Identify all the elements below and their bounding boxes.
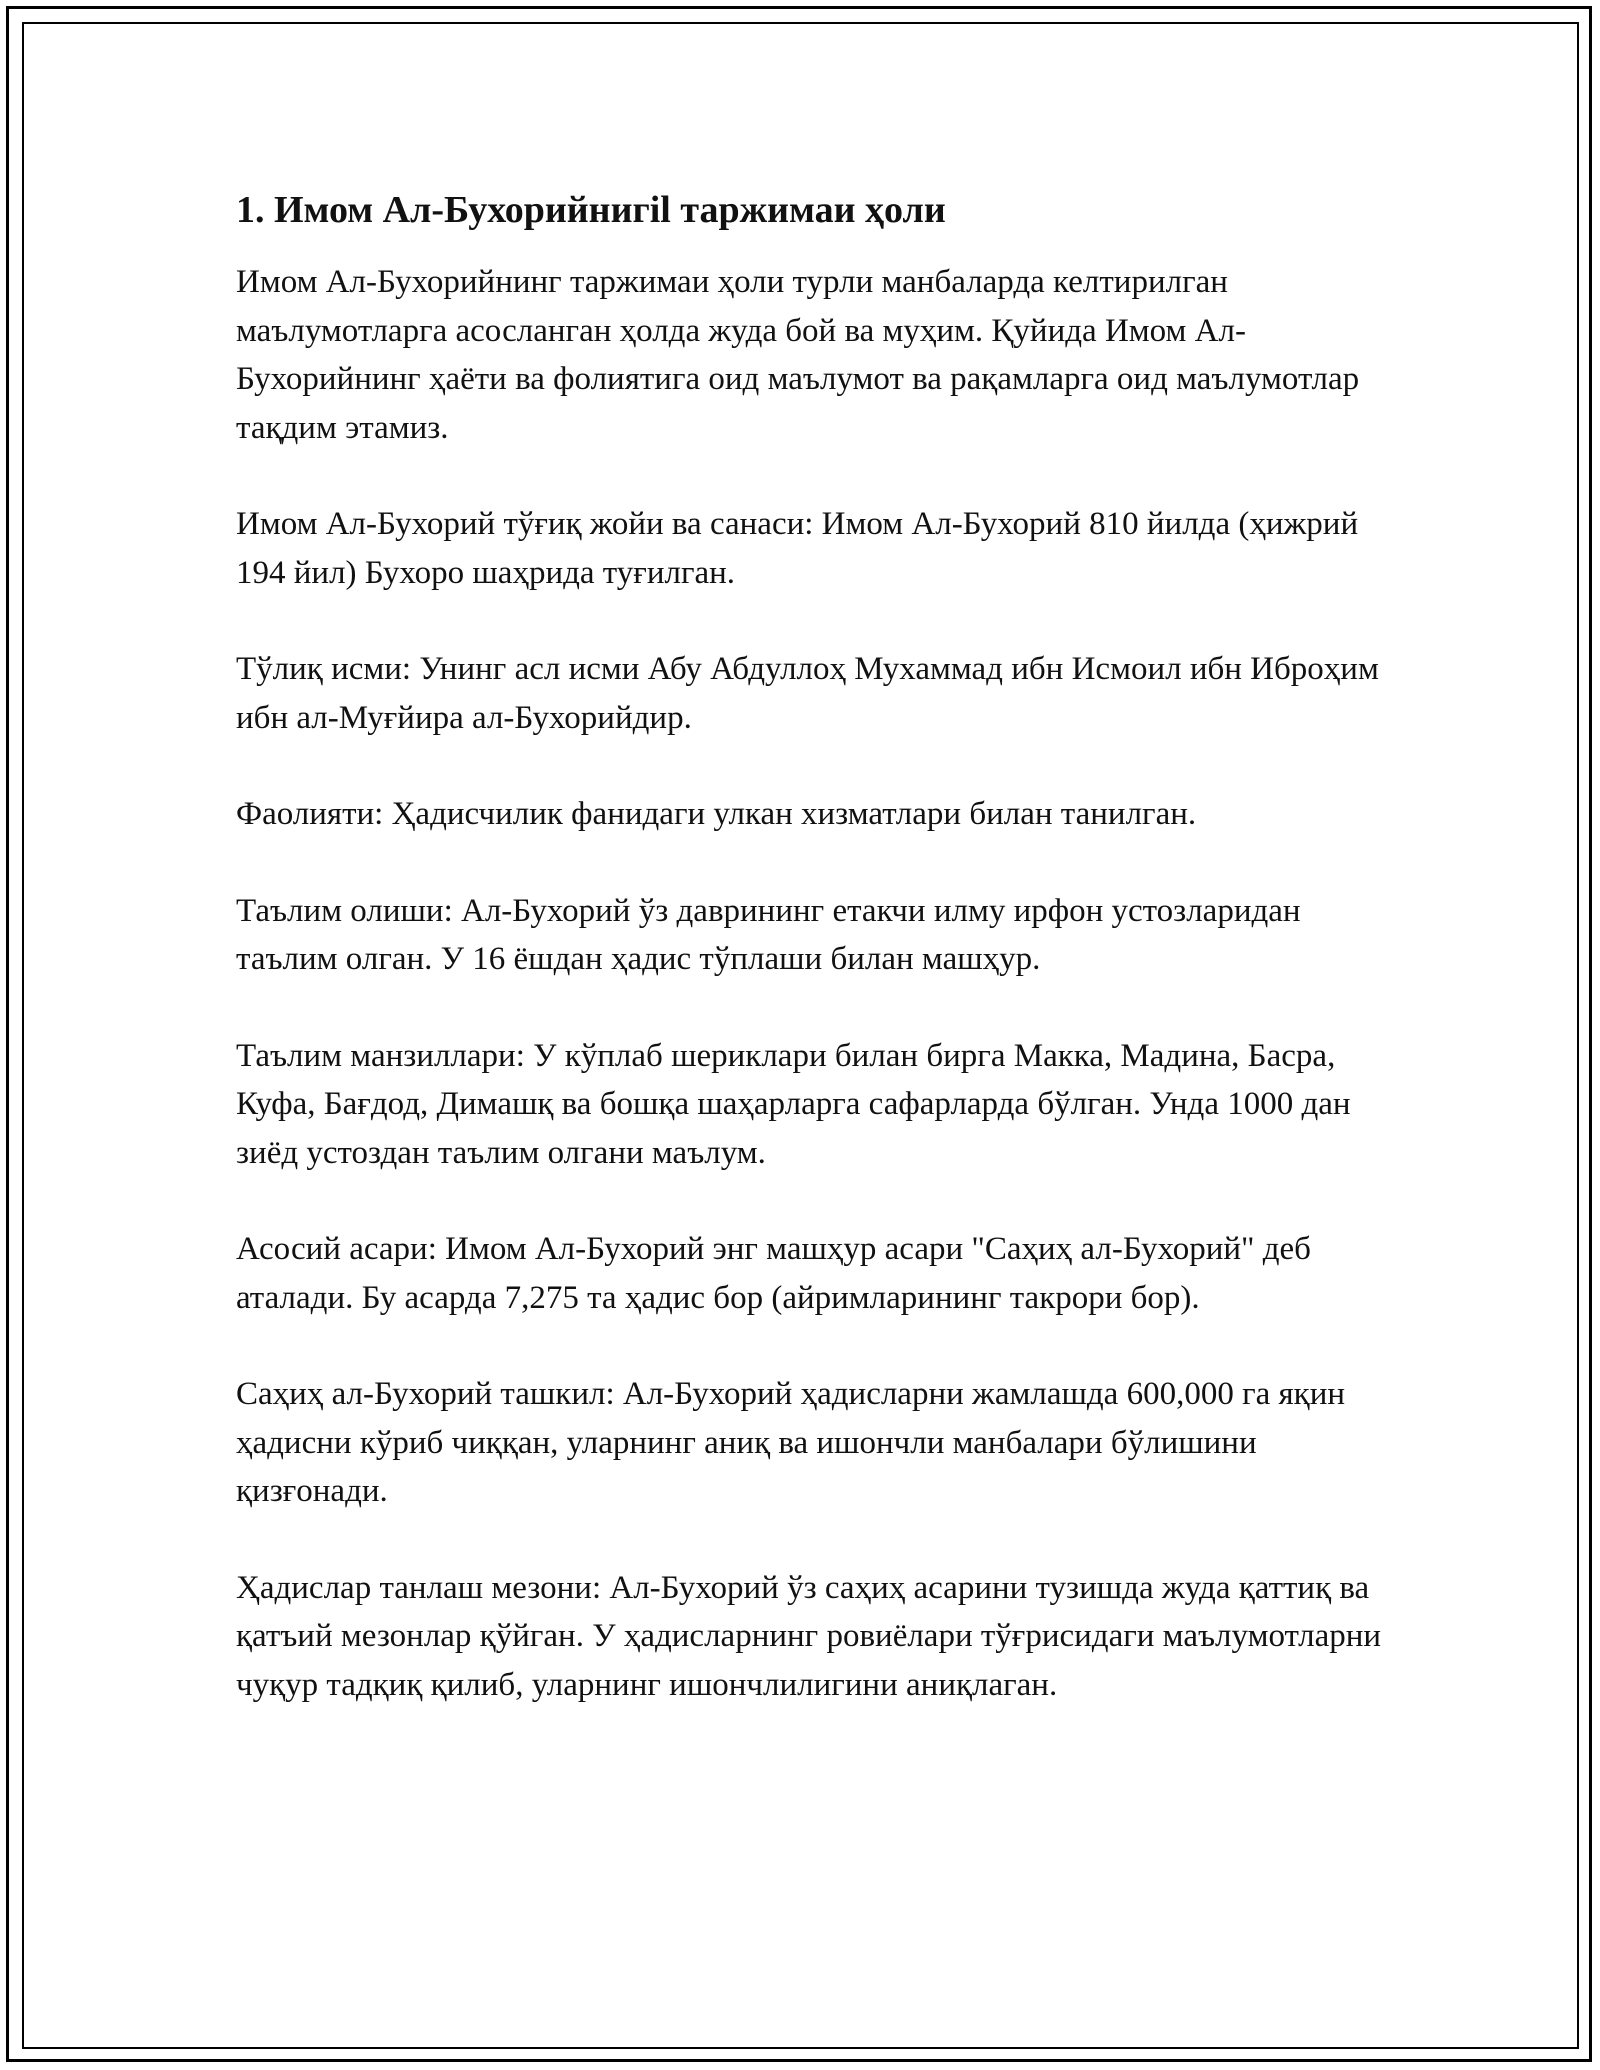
- paragraph-compilation: Саҳиҳ ал-Бухорий ташкил: Ал-Бухорий ҳадисларни жамлашда 600,000 га яқин ҳадисни кўриб чиққан, уларнинг аниқ ва ишончли манбалари бўлишини қизғонади.: [236, 1376, 1346, 1509]
- paragraph-main-work: Асосий асари: Имом Ал-Бухорий энг машҳур асари "Саҳиҳ ал-Бухорий" деб аталади. Бу асарда 7,275 та ҳадис бор (айримларининг такрори бор).: [236, 1231, 1311, 1316]
- paragraph-criteria: Ҳадислар танлаш мезони: Ал-Бухорий ўз саҳиҳ асарини тузишда жуда қаттиқ ва қатъий мезонлар қўйган. У ҳадисларнинг ровиёлари тўғрисидаги маълумотларни чуқур тадқиқ қилиб, уларнинг ишончлилигини аниқлаган.: [236, 1569, 1382, 1703]
- section-heading: 1. Имом Ал-Бухорийнигil таржимаи ҳоли: [236, 189, 946, 231]
- paragraph-activity: Фаолияти: Ҳадисчилик фанидаги улкан хизматлари билан танилган.: [236, 796, 1197, 832]
- paragraph-intro: Имом Ал-Бухорийнинг таржимаи ҳоли турли манбаларда келтирилган маълумотларга асосланган ҳолда жуда бой ва муҳим. Қуйида Имом Ал-Бухорийнинг ҳаёти ва фолиятига оид маълумот ва рақамларга оид маълумотлар тақдим этамиз.: [236, 264, 1360, 446]
- paragraph-full-name: Тўлиқ исми: Унинг асл исми Абу Абдуллоҳ Мухаммад ибн Исмоил ибн Иброҳим ибн ал-Муғйира ал-Бухорийдир.: [236, 651, 1379, 736]
- document-body: [236, 186, 1386, 1757]
- paragraph-travels: Таълим манзиллари: У кўплаб шериклари билан бирга Макка, Мадина, Басра, Куфа, Бағдод, Димашқ ва бошқа шаҳарларга сафарларда бўлган. Унда 1000 дан зиёд устоздан таълим олгани маълум.: [236, 1037, 1351, 1171]
- paragraph-birth: Имом Ал-Бухорий тўғиқ жойи ва санаси: Имом Ал-Бухорий 810 йилда (ҳижрий 194 йил) Бухоро шаҳрида туғилган.: [236, 506, 1359, 591]
- paragraph-education: Таълим олиши: Ал-Бухорий ўз даврининг етакчи илму ирфон устозларидан таълим олган. У 16 ёшдан ҳадис тўплаши билан машҳур.: [236, 892, 1301, 977]
